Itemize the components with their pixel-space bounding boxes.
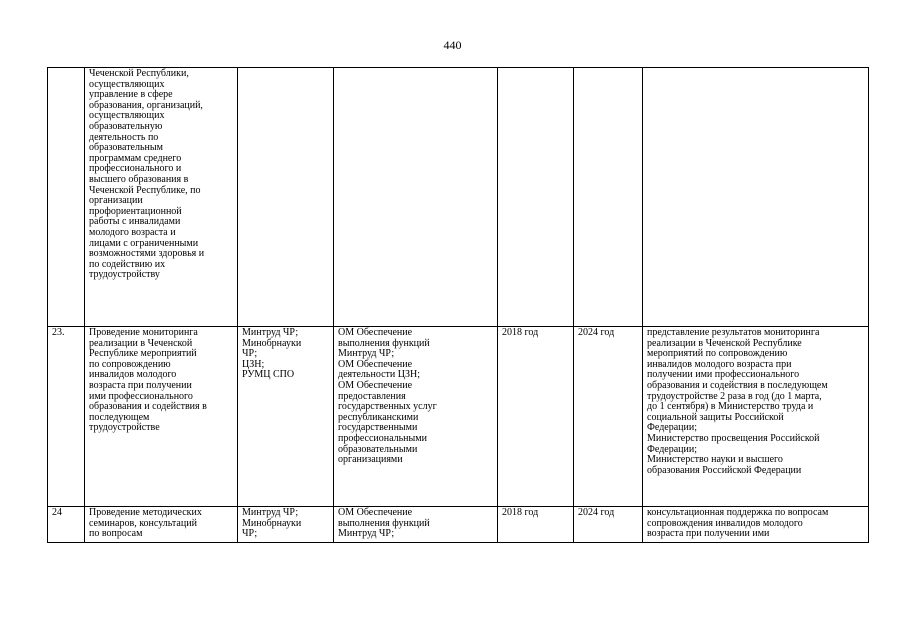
funding-cell	[334, 68, 498, 327]
table-row	[48, 327, 869, 507]
row-number-cell	[48, 327, 85, 507]
table-row	[48, 507, 869, 543]
row-number: 23.	[52, 327, 65, 338]
measure-name: Проведение методических семинаров, консультаций по вопросам	[89, 507, 202, 540]
measure-name-cell	[85, 507, 238, 543]
measure-name-cell	[85, 68, 238, 327]
end-year-cell	[574, 68, 643, 327]
funding-cell	[334, 327, 498, 507]
result-cell	[643, 327, 869, 507]
start-year-cell	[498, 68, 574, 327]
executors-cell	[238, 68, 334, 327]
expected-result: консультационная поддержка по вопросам сопровождения инвалидов молодого возраста при получении ими	[647, 507, 829, 540]
measures-table	[47, 67, 869, 543]
result-cell	[643, 507, 869, 543]
table-row	[48, 68, 869, 327]
row-number-cell	[48, 507, 85, 543]
expected-result: представление результатов мониторинга реализации в Чеченской Республике мероприятий по сопровождению инвалидов молодого возраста при получении ими профессионального образования и содействия в последующем трудоустройстве 2 раза в год (до 1 марта, до 1 сентября) в Министерство труда и социальной защиты Российской Федерации; Министерство просвещения Российской Федерации; Министерство науки и высшего образования Российской Федерации	[647, 327, 828, 476]
end-year: 2024 год	[578, 327, 615, 338]
funding-source: ОМ Обеспечение выполнения функций Минтруд ЧР; ОМ Обеспечение деятельности ЦЗН; ОМ Обеспечение предоставления государственных услуг республиканскими государственными профессиональными образовательными организациями	[338, 327, 437, 466]
executors-cell	[238, 507, 334, 543]
executors: Минтруд ЧР; Минобрнауки ЧР; ЦЗН; РУМЦ СПО	[242, 327, 302, 381]
start-year-cell	[498, 327, 574, 507]
measure-name: Чеченской Республики, осуществляющих управление в сфере образования, организаций, осуществляющих образовательную деятельность по образовательным программам среднего профессионального и высшего образования в Чеченской Республике, по организации профориентационной работы с инвалидами молодого возраста и лицами с ограниченными возможностями здоровья и по содействию их трудоустройству	[89, 68, 205, 281]
end-year-cell	[574, 507, 643, 543]
executors-cell	[238, 327, 334, 507]
start-year: 2018 год	[502, 327, 539, 338]
row-number-cell	[48, 68, 85, 327]
end-year-cell	[574, 327, 643, 507]
row-number: 24	[52, 507, 62, 518]
measure-name: Проведение мониторинга реализации в Чеченской Республике мероприятий по сопровождению инвалидов молодого возраста при получении ими профессионального образования и содействия в последующем трудоустройстве	[89, 327, 207, 434]
funding-cell	[334, 507, 498, 543]
start-year: 2018 год	[502, 507, 539, 518]
measure-name-cell	[85, 327, 238, 507]
executors: Минтруд ЧР; Минобрнауки ЧР;	[242, 507, 302, 540]
funding-source: ОМ Обеспечение выполнения функций Минтруд ЧР;	[338, 507, 430, 540]
end-year: 2024 год	[578, 507, 615, 518]
start-year-cell	[498, 507, 574, 543]
page-number: 440	[443, 38, 462, 52]
result-cell	[643, 68, 869, 327]
